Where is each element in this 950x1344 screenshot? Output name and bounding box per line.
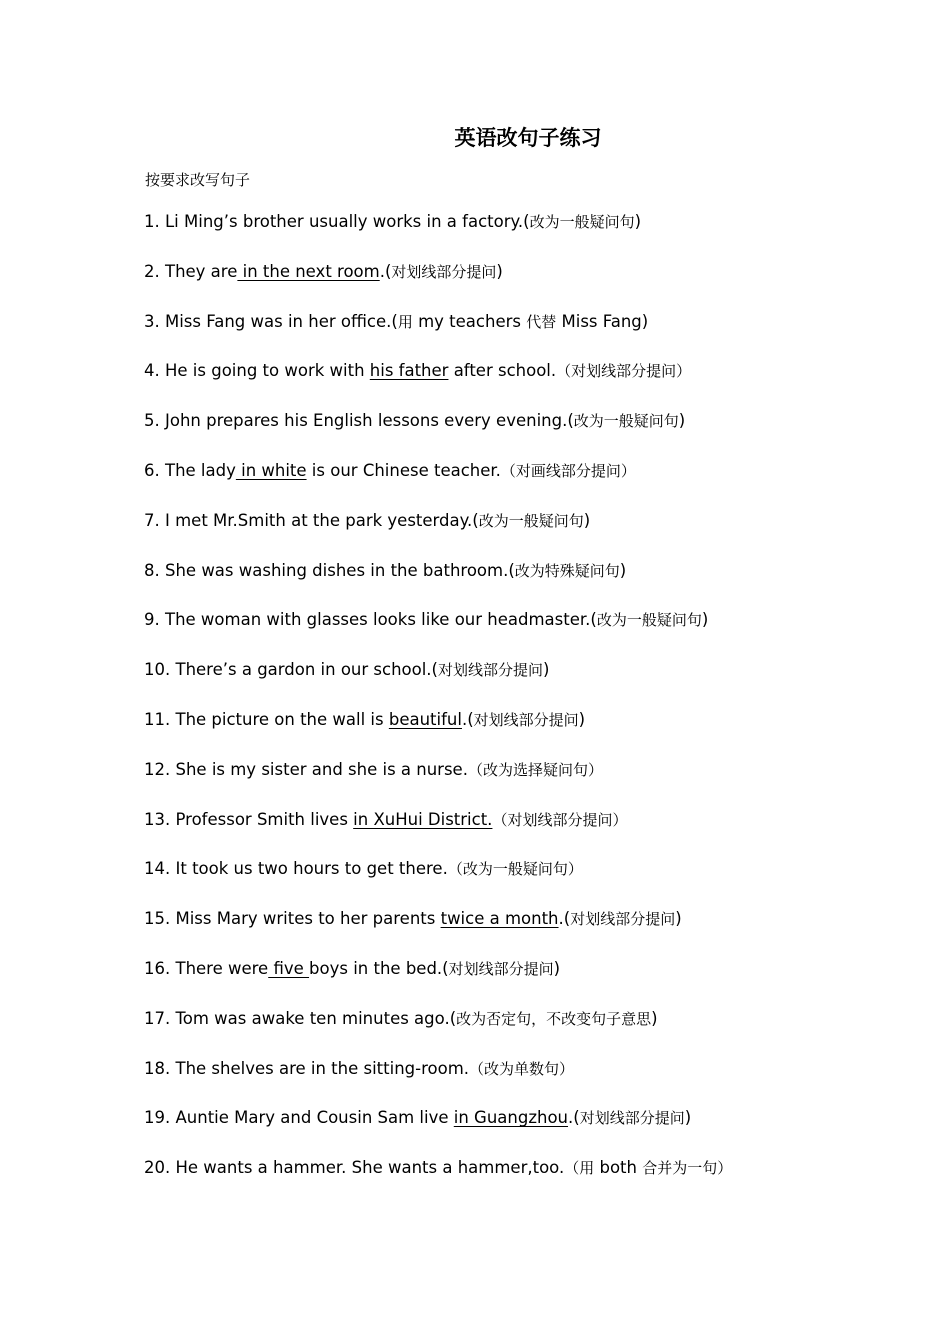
- question-item: [144, 307, 924, 357]
- question-instruction: 改为一般疑问句: [573, 412, 679, 431]
- question-instruction: 对划线部分提问: [570, 910, 676, 929]
- question-text: 16. There were: [144, 958, 269, 978]
- question-text: 2. They are: [144, 261, 238, 281]
- question-item: [144, 954, 924, 1004]
- question-text: 4. He is going to work with: [144, 361, 370, 381]
- underlined-phrase: twice a month: [440, 909, 559, 929]
- question-instruction: （用: [564, 1159, 595, 1178]
- question-instruction: （对划线部分提问）: [556, 362, 692, 381]
- question-text: 3. Miss Fang was in her office.(: [144, 311, 398, 331]
- question-instruction: （对画线部分提问）: [500, 461, 636, 480]
- question-text: ): [619, 560, 627, 580]
- question-item: [144, 1103, 924, 1153]
- question-instruction: 改为一般疑问句: [529, 213, 635, 231]
- question-item: [144, 506, 924, 556]
- question-instruction: （对划线部分提问）: [492, 810, 628, 829]
- question-text: both: [594, 1158, 643, 1178]
- question-instruction: 代替: [526, 312, 557, 331]
- question-instruction: （改为选择疑问句）: [467, 760, 603, 779]
- underlined-phrase: in Guangzhou: [453, 1108, 569, 1128]
- question-text: after school.: [448, 361, 557, 381]
- underlined-phrase: five: [268, 958, 310, 978]
- question-text: 5. John prepares his English lessons every evening.(: [144, 411, 574, 431]
- question-instruction: （改为单数句）: [469, 1059, 575, 1078]
- question-text: ): [583, 510, 591, 530]
- question-item: [144, 705, 924, 755]
- question-item: [144, 805, 924, 855]
- question-text: ): [675, 909, 682, 929]
- question-text: my teachers: [412, 311, 527, 331]
- question-item: [144, 456, 924, 506]
- question-text: 8. She was washing dishes in the bathroom.(: [144, 560, 515, 580]
- question-text: Miss Fang): [556, 311, 649, 331]
- question-text: 15. Miss Mary writes to her parents: [144, 909, 441, 929]
- question-text: 17. Tom was awake ten minutes ago.(: [144, 1008, 457, 1028]
- instruction-text: 按要求改写句子: [145, 171, 251, 189]
- question-text: ): [553, 958, 561, 978]
- question-item: [144, 854, 924, 904]
- question-item: [144, 755, 924, 805]
- question-instruction: 对划线部分提问: [579, 1109, 685, 1128]
- question-item: [144, 1004, 924, 1054]
- question-text: 18. The shelves are in the sitting-room.: [144, 1058, 470, 1078]
- underlined-phrase: his father: [369, 361, 449, 381]
- question-instruction: 改为一般疑问句: [596, 611, 702, 630]
- question-text: 11. The picture on the wall is: [144, 709, 389, 729]
- question-text: .(: [461, 709, 474, 729]
- question-text: 7. I met Mr.Smith at the park yesterday.(: [144, 510, 479, 530]
- question-instruction: 改为特殊疑问句: [514, 561, 620, 580]
- question-text: 12. She is my sister and she is a nurse.: [144, 759, 468, 779]
- question-text: boys in the bed.(: [309, 958, 449, 978]
- question-instruction: 改为否定句，不改变句子意思: [456, 1009, 652, 1028]
- question-item: [144, 356, 924, 406]
- question-instruction: 对划线部分提问: [391, 262, 497, 281]
- question-text: 10. There’s a gardon in our school.(: [144, 660, 438, 680]
- question-text: ): [543, 660, 550, 680]
- question-item: [144, 1153, 924, 1203]
- question-text: .(: [379, 261, 392, 281]
- question-text: is our Chinese teacher.: [306, 460, 501, 480]
- question-text: 20. He wants a hammer. She wants a hammer,too.: [144, 1158, 565, 1178]
- question-item: [144, 904, 924, 954]
- question-text: 6. The lady: [144, 460, 236, 480]
- underlined-phrase: in the next room: [237, 261, 380, 281]
- question-instruction: 对划线部分提问: [438, 661, 544, 680]
- question-item: [144, 655, 924, 705]
- question-text: ): [634, 212, 642, 231]
- question-instruction: 用: [397, 312, 413, 331]
- question-text: .(: [568, 1108, 580, 1128]
- question-instruction: 对划线部分提问: [473, 710, 579, 729]
- question-item: [144, 605, 924, 655]
- question-item: [144, 1054, 924, 1104]
- underlined-phrase: in white: [235, 460, 307, 480]
- page-title: 英语改句子练习: [454, 125, 602, 150]
- question-text: 13. Professor Smith lives: [144, 809, 354, 829]
- question-text: 19. Auntie Mary and Cousin Sam live: [144, 1108, 454, 1128]
- question-list: [144, 207, 924, 1203]
- question-text: .(: [558, 909, 571, 929]
- question-text: 1. Li Ming’s brother usually works in a factory.(: [144, 212, 530, 231]
- question-instruction: 合并为一句）: [642, 1159, 733, 1178]
- underlined-phrase: beautiful: [388, 709, 462, 729]
- underlined-phrase: in XuHui District.: [353, 809, 493, 829]
- question-text: 9. The woman with glasses looks like our headmaster.(: [144, 610, 597, 630]
- question-text: ): [651, 1008, 658, 1028]
- question-text: ): [684, 1108, 692, 1128]
- question-text: ): [701, 610, 709, 630]
- question-item: [144, 207, 924, 257]
- question-instruction: 对划线部分提问: [448, 959, 554, 978]
- question-item: [144, 257, 924, 307]
- question-instruction: （改为一般疑问句）: [447, 860, 583, 879]
- question-instruction: 改为一般疑问句: [478, 511, 584, 530]
- question-text: ): [496, 261, 503, 281]
- question-item: [144, 556, 924, 606]
- question-text: ): [678, 411, 686, 431]
- question-item: [144, 406, 924, 456]
- question-text: 14. It took us two hours to get there.: [144, 859, 448, 879]
- question-text: ): [578, 709, 586, 729]
